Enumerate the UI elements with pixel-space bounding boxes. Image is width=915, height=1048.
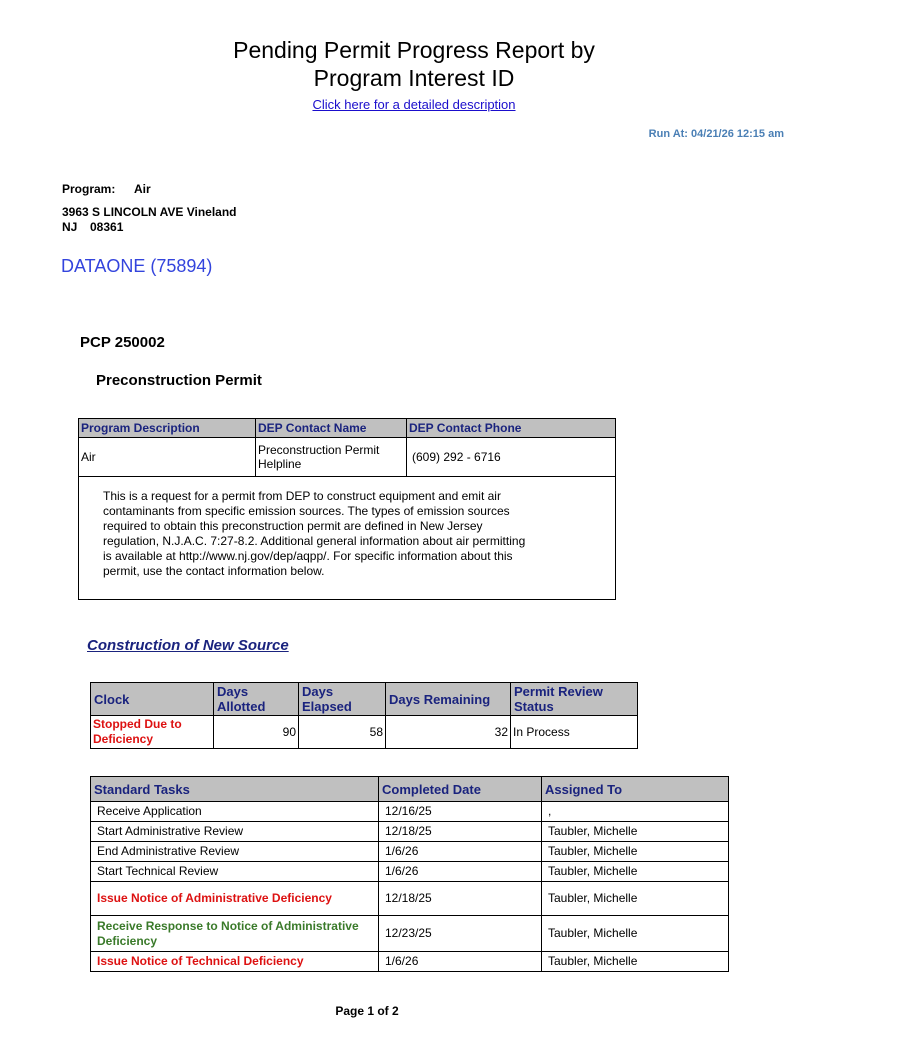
assigned-to-cell: Taubler, Michelle bbox=[542, 842, 729, 862]
program-value: Air bbox=[134, 182, 151, 196]
header-days-allotted: Days Allotted bbox=[214, 683, 299, 716]
contact-table bbox=[78, 418, 616, 600]
site-address bbox=[62, 205, 237, 235]
dep-contact-phone-cell: (609) 292 - 6716 bbox=[407, 438, 616, 477]
header-completed-date: Completed Date bbox=[379, 777, 542, 802]
table-row bbox=[91, 882, 729, 916]
facility-name: DATAONE (75894) bbox=[61, 256, 213, 276]
header-standard-tasks: Standard Tasks bbox=[91, 777, 379, 802]
assigned-to-cell: Taubler, Michelle bbox=[542, 862, 729, 882]
program-description-cell: Air bbox=[79, 438, 256, 477]
header-days-remaining: Days Remaining bbox=[386, 683, 511, 716]
program-label: Program: bbox=[62, 182, 116, 196]
assigned-to-cell: Taubler, Michelle bbox=[542, 822, 729, 842]
permit-review-status-cell: In Process bbox=[511, 716, 638, 749]
detailed-description-link[interactable]: Click here for a detailed description bbox=[312, 97, 516, 112]
header-clock: Clock bbox=[91, 683, 214, 716]
clock-table-row bbox=[91, 716, 638, 749]
task-name-cell: Issue Notice of Technical Deficiency bbox=[91, 952, 379, 972]
task-name-cell: End Administrative Review bbox=[91, 842, 379, 862]
completed-date-cell: 1/6/26 bbox=[379, 862, 542, 882]
task-name-cell: Receive Application bbox=[91, 802, 379, 822]
clock-table-header-row bbox=[91, 683, 638, 716]
days-elapsed-cell: 58 bbox=[299, 716, 386, 749]
table-row bbox=[91, 842, 729, 862]
assigned-to-cell: Taubler, Michelle bbox=[542, 882, 729, 916]
permit-description-row bbox=[79, 477, 616, 600]
contact-table-row bbox=[79, 438, 616, 477]
header-days-elapsed: Days Elapsed bbox=[299, 683, 386, 716]
page-number: Page 1 of 2 bbox=[335, 1004, 399, 1018]
table-row bbox=[91, 916, 729, 952]
task-name-cell: Receive Response to Notice of Administrative Deficiency bbox=[91, 916, 379, 952]
header-program-description: Program Description bbox=[79, 419, 256, 438]
header-dep-contact-name: DEP Contact Name bbox=[256, 419, 407, 438]
report-title bbox=[0, 36, 828, 92]
completed-date-cell: 12/16/25 bbox=[379, 802, 542, 822]
assigned-to-cell: , bbox=[542, 802, 729, 822]
header-dep-contact-phone: DEP Contact Phone bbox=[407, 419, 616, 438]
clock-table bbox=[90, 682, 638, 749]
permit-id: PCP 250002 bbox=[80, 334, 165, 351]
header-permit-review-status: Permit Review Status bbox=[511, 683, 638, 716]
assigned-to-cell: Taubler, Michelle bbox=[542, 916, 729, 952]
table-row bbox=[91, 952, 729, 972]
permit-description-text: This is a request for a permit from DEP to construct equipment and emit air contaminants from specific emission sources. The types of emission sources required to obtain this preconstruction permit are defined in New Jersey regulation, N.J.A.C. 7:27-8.2. Additional general information about air permitting is available at http://www.nj.gov/dep/aqpp/. For specific information about this permit, use the contact information below. bbox=[79, 477, 616, 600]
completed-date-cell: 1/6/26 bbox=[379, 842, 542, 862]
task-name-cell: Start Administrative Review bbox=[91, 822, 379, 842]
table-row bbox=[91, 822, 729, 842]
clock-status-cell: Stopped Due to Deficiency bbox=[91, 716, 214, 749]
address-zip: 08361 bbox=[90, 220, 124, 234]
completed-date-cell: 12/18/25 bbox=[379, 882, 542, 916]
table-row bbox=[91, 802, 729, 822]
address-state: NJ bbox=[62, 220, 78, 234]
dep-contact-name-cell: Preconstruction Permit Helpline bbox=[256, 438, 407, 477]
completed-date-cell: 12/23/25 bbox=[379, 916, 542, 952]
report-title-line1: Pending Permit Progress Report by bbox=[233, 37, 595, 63]
task-name-cell: Start Technical Review bbox=[91, 862, 379, 882]
days-remaining-cell: 32 bbox=[386, 716, 511, 749]
completed-date-cell: 12/18/25 bbox=[379, 822, 542, 842]
report-title-line2: Program Interest ID bbox=[313, 65, 515, 91]
contact-table-header-row bbox=[79, 419, 616, 438]
completed-date-cell: 1/6/26 bbox=[379, 952, 542, 972]
assigned-to-cell: Taubler, Michelle bbox=[542, 952, 729, 972]
table-row bbox=[91, 862, 729, 882]
days-allotted-cell: 90 bbox=[214, 716, 299, 749]
task-name-cell: Issue Notice of Administrative Deficiency bbox=[91, 882, 379, 916]
program-line bbox=[62, 182, 151, 196]
permit-name: Preconstruction Permit bbox=[96, 372, 262, 389]
standard-tasks-table bbox=[90, 776, 729, 972]
section-title: Construction of New Source bbox=[87, 637, 289, 654]
tasks-table-header-row bbox=[91, 777, 729, 802]
run-at-timestamp: Run At: 04/21/26 12:15 am bbox=[648, 128, 784, 140]
header-assigned-to: Assigned To bbox=[542, 777, 729, 802]
address-street: 3963 S LINCOLN AVE Vineland bbox=[62, 205, 237, 219]
